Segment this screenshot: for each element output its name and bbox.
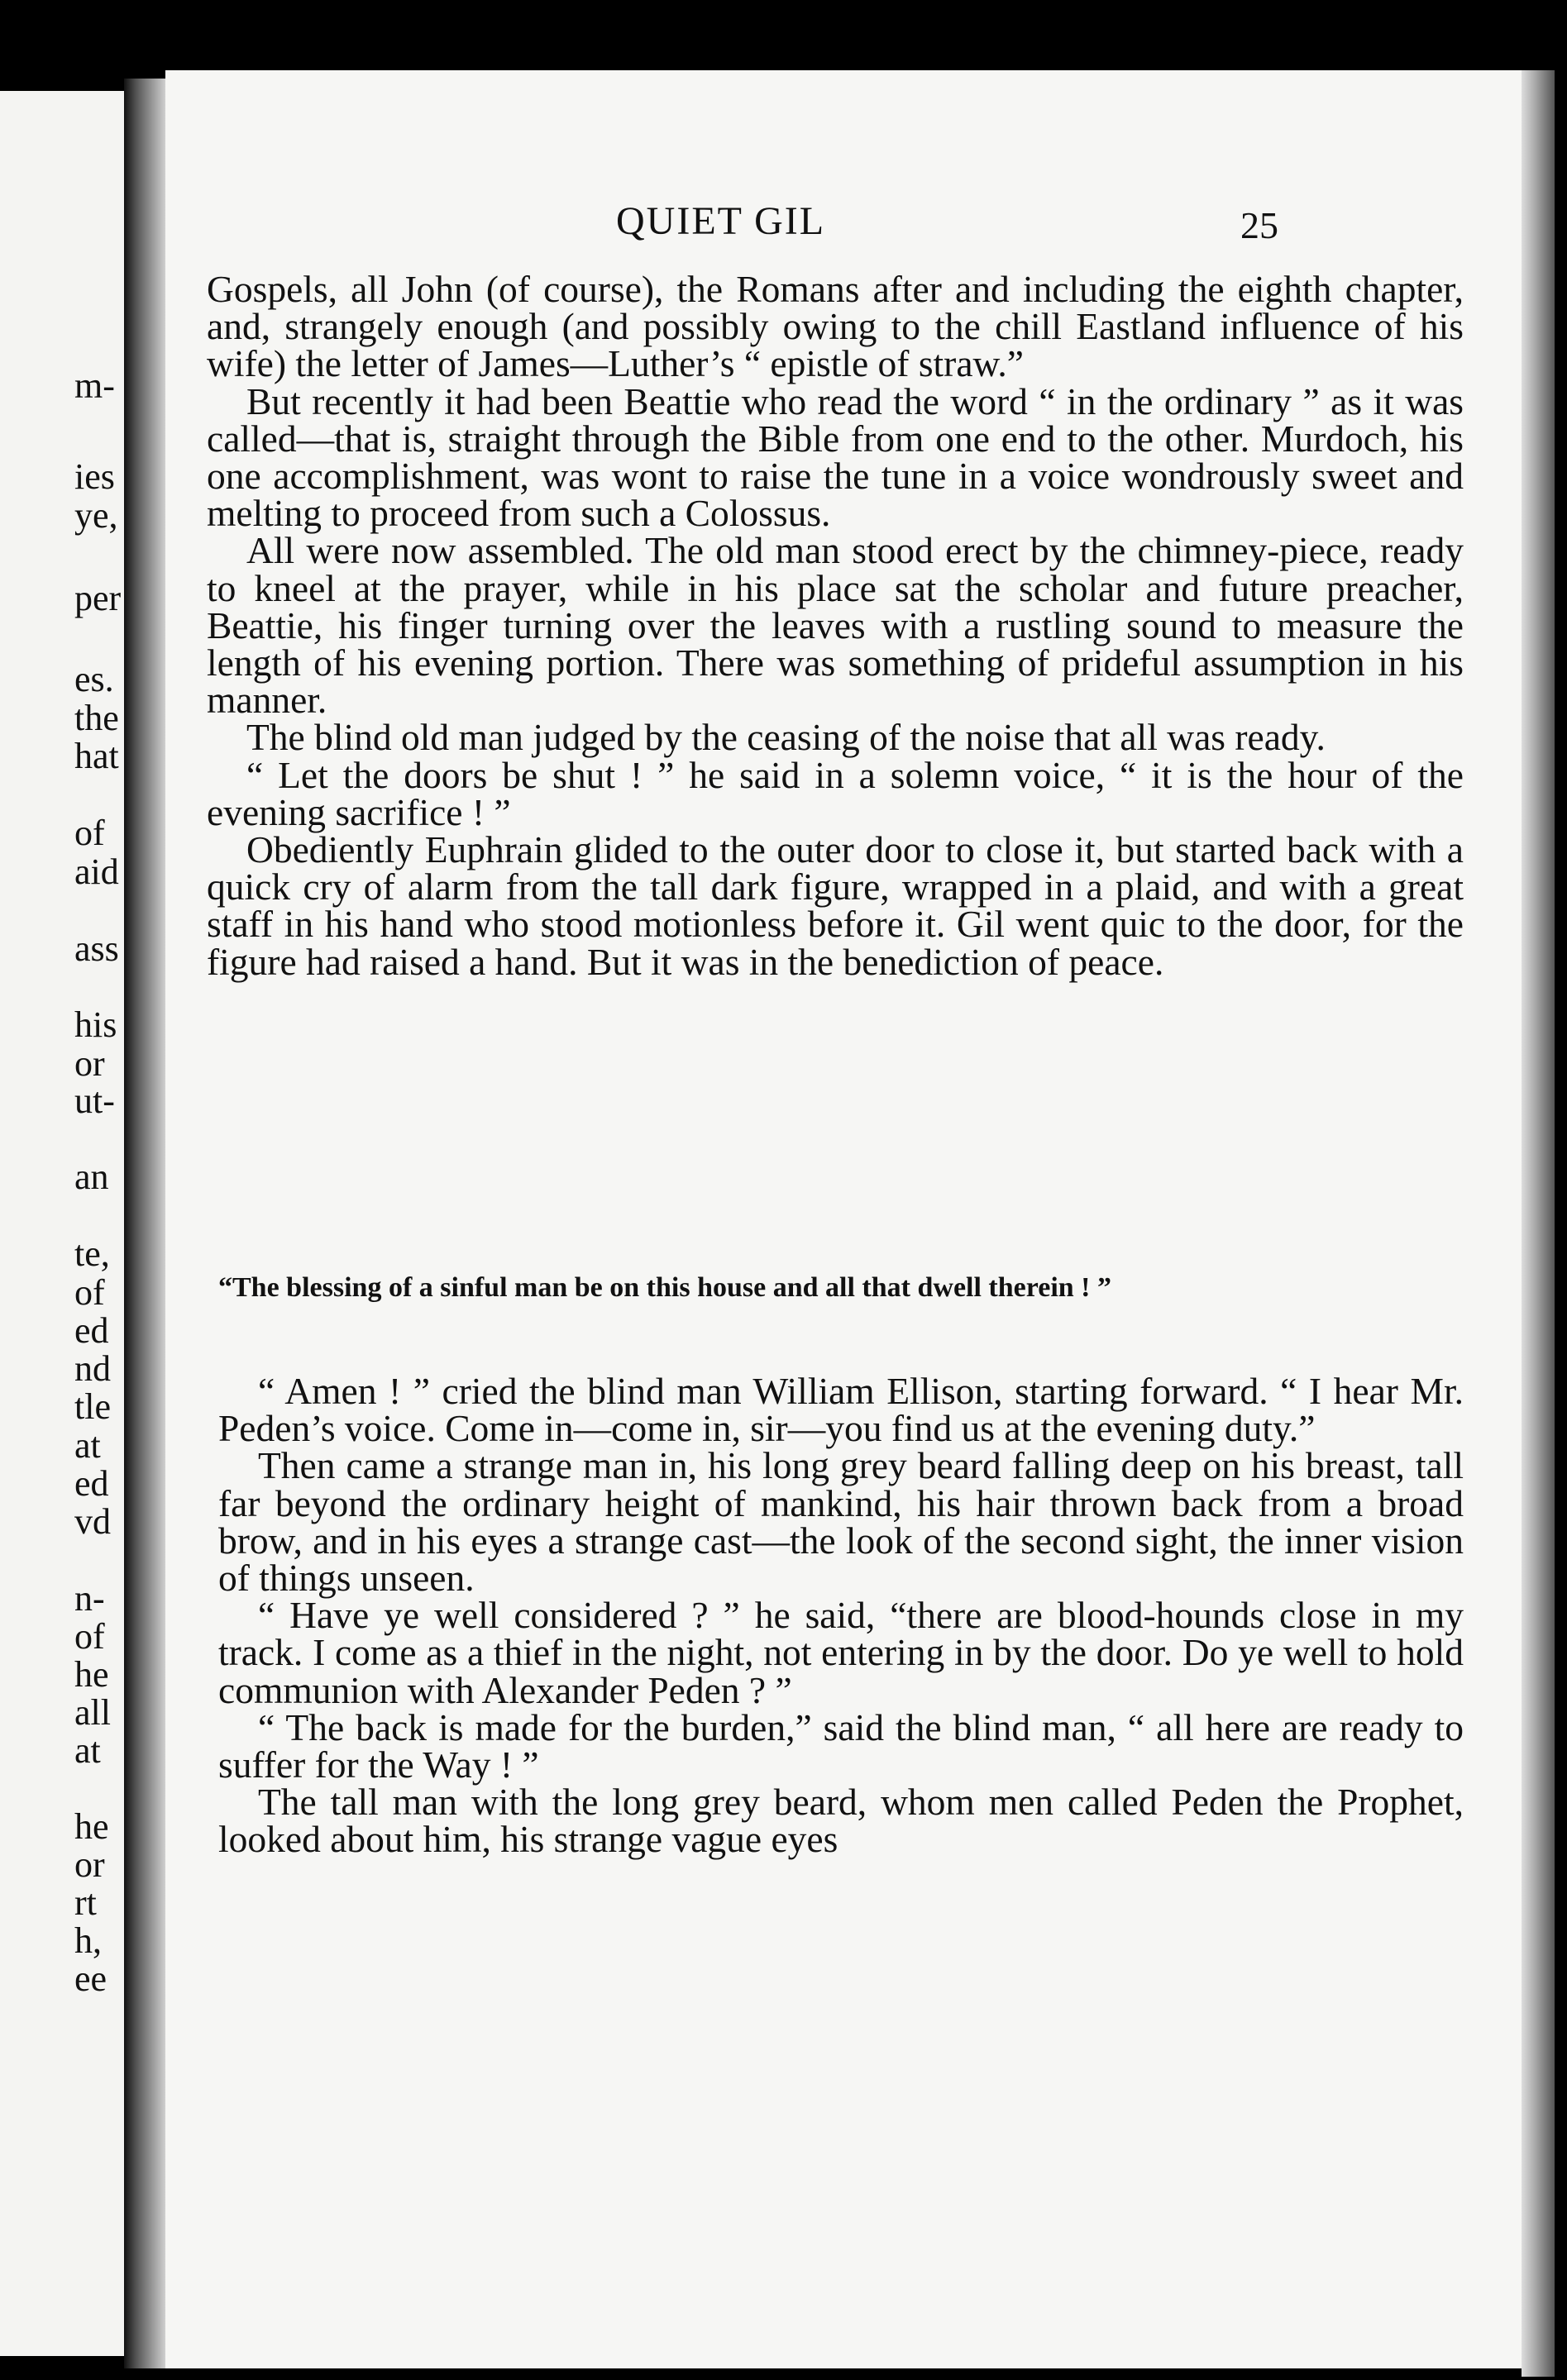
facing-page-fragment: his bbox=[74, 1004, 117, 1045]
paragraph: But recently it had been Beattie who read the word “ in the ordinary ” as it was called—that is, straight through the Bible from one end to the other. Murdoch, his one accomplishment, was wont to raise the tune in a voice wondrously sweet and melting to proceed from such a Colossus. bbox=[207, 379, 1464, 535]
facing-page-fragment: or bbox=[74, 1844, 105, 1885]
facing-page-fragment: all bbox=[74, 1692, 111, 1733]
page-header bbox=[165, 198, 1522, 256]
body-text bbox=[207, 268, 1464, 983]
facing-page-fragment: ye, bbox=[74, 495, 118, 536]
paragraph: “ Amen ! ” cried the blind man William Ellison, starting forward. “ I hear Mr. Peden’s voice. Come in—come in, sir—you find us at the evening duty.” bbox=[218, 1370, 1464, 1450]
facing-page-fragment: m- bbox=[74, 365, 115, 406]
facing-page-edge bbox=[0, 91, 124, 2356]
facing-page-fragment: or bbox=[74, 1043, 105, 1084]
paragraph: “ Have ye well considered ? ” he said, “there are blood-hounds close in my track. I come as a thief in the night, not entering in by the door. Do ye well to hold communion with Alexander Peden ? ” bbox=[218, 1594, 1464, 1711]
facing-page-fragment: rt bbox=[74, 1882, 97, 1923]
quote-text: “The blessing of a sinful man be on this house and all that dwell therein ! ” bbox=[218, 1272, 1111, 1303]
running-head: QUIET GIL bbox=[616, 199, 826, 243]
paragraph: The blind old man judged by the ceasing of the noise that all was ready. bbox=[246, 716, 1326, 759]
facing-page-fragment: ut- bbox=[74, 1080, 115, 1121]
facing-page-fragment: per bbox=[74, 578, 122, 618]
facing-page-fragment: of bbox=[74, 1272, 105, 1313]
paragraph: The tall man with the long grey beard, whom men called Peden the Prophet, looked about him, his strange vague eyes bbox=[218, 1781, 1464, 1861]
facing-page-fragment: he bbox=[74, 1654, 109, 1695]
facing-page-fragment: aid bbox=[74, 851, 119, 892]
facing-page-fragment: at bbox=[74, 1425, 101, 1466]
facing-page-fragment: he bbox=[74, 1806, 109, 1847]
page-edge-shadow bbox=[1522, 70, 1555, 2377]
facing-page-fragment: tle bbox=[74, 1386, 111, 1427]
facing-page-fragment: n- bbox=[74, 1578, 105, 1619]
paragraph: “ The back is made for the burden,” said the blind man, “ all here are ready to suffer for the Way ! ” bbox=[218, 1705, 1464, 1786]
facing-page-fragment: hat bbox=[74, 736, 119, 776]
paragraph: Gospels, all John (of course), the Romans after and including the eighth chapter, and, strangely enough (and possibly owing to the chill Eastland influence of his wife) the letter of James—Luther’s “ epistle of straw.” bbox=[207, 268, 1464, 385]
paragraph: All were now assembled. The old man stood erect by the chimney-piece, ready to kneel at the prayer, while in his place sat the scholar and future preacher, Beattie, his finger turning over the leaves with a rustling sound to measure the length of his evening portion. There was something of prideful assumption in his manner. bbox=[207, 529, 1464, 722]
facing-page-fragment: ass bbox=[74, 928, 119, 969]
facing-page-fragment: of bbox=[74, 1616, 105, 1657]
book-page bbox=[165, 70, 1522, 2368]
facing-page-fragment: nd bbox=[74, 1348, 111, 1389]
facing-page-fragment: ed bbox=[74, 1310, 109, 1351]
facing-page-fragment: ies bbox=[74, 456, 115, 497]
facing-page-fragment: ed bbox=[74, 1463, 109, 1504]
facing-page-fragment: the bbox=[74, 698, 119, 738]
facing-page-fragment: ee bbox=[74, 1958, 107, 1999]
facing-page-fragment: at bbox=[74, 1730, 101, 1771]
paragraph: Obediently Euphrain glided to the outer door to close it, but started back with a quick cry of alarm from the tall dark figure, wrapped in a plaid, and with a great staff in his hand who stood motionless before it. Gil went quic to the door, for the figure had raised a hand. But it was in the benediction of peace. bbox=[207, 828, 1464, 983]
book-gutter bbox=[124, 79, 165, 2368]
facing-page-fragment: es. bbox=[74, 659, 114, 699]
block-quote bbox=[218, 1271, 1464, 1305]
facing-page-fragment: an bbox=[74, 1157, 109, 1197]
paragraph: “ Let the doors be shut ! ” he said in a solemn voice, “ it is the hour of the evening sacrifice ! ” bbox=[207, 753, 1464, 833]
paragraph: Then came a strange man in, his long grey beard falling deep on his breast, tall far beyond the ordinary height of mankind, his hair thrown back from a broad brow, and in his eyes a strange cast—the look of the second sight, the inner vision of things unseen. bbox=[218, 1444, 1464, 1600]
facing-page-fragment: of bbox=[74, 813, 105, 853]
facing-page-fragment: h, bbox=[74, 1920, 102, 1961]
facing-page-fragment: te, bbox=[74, 1233, 110, 1274]
body-text-continued bbox=[218, 1370, 1464, 1861]
facing-page-fragment: vd bbox=[74, 1501, 111, 1542]
page-number: 25 bbox=[1240, 204, 1278, 246]
